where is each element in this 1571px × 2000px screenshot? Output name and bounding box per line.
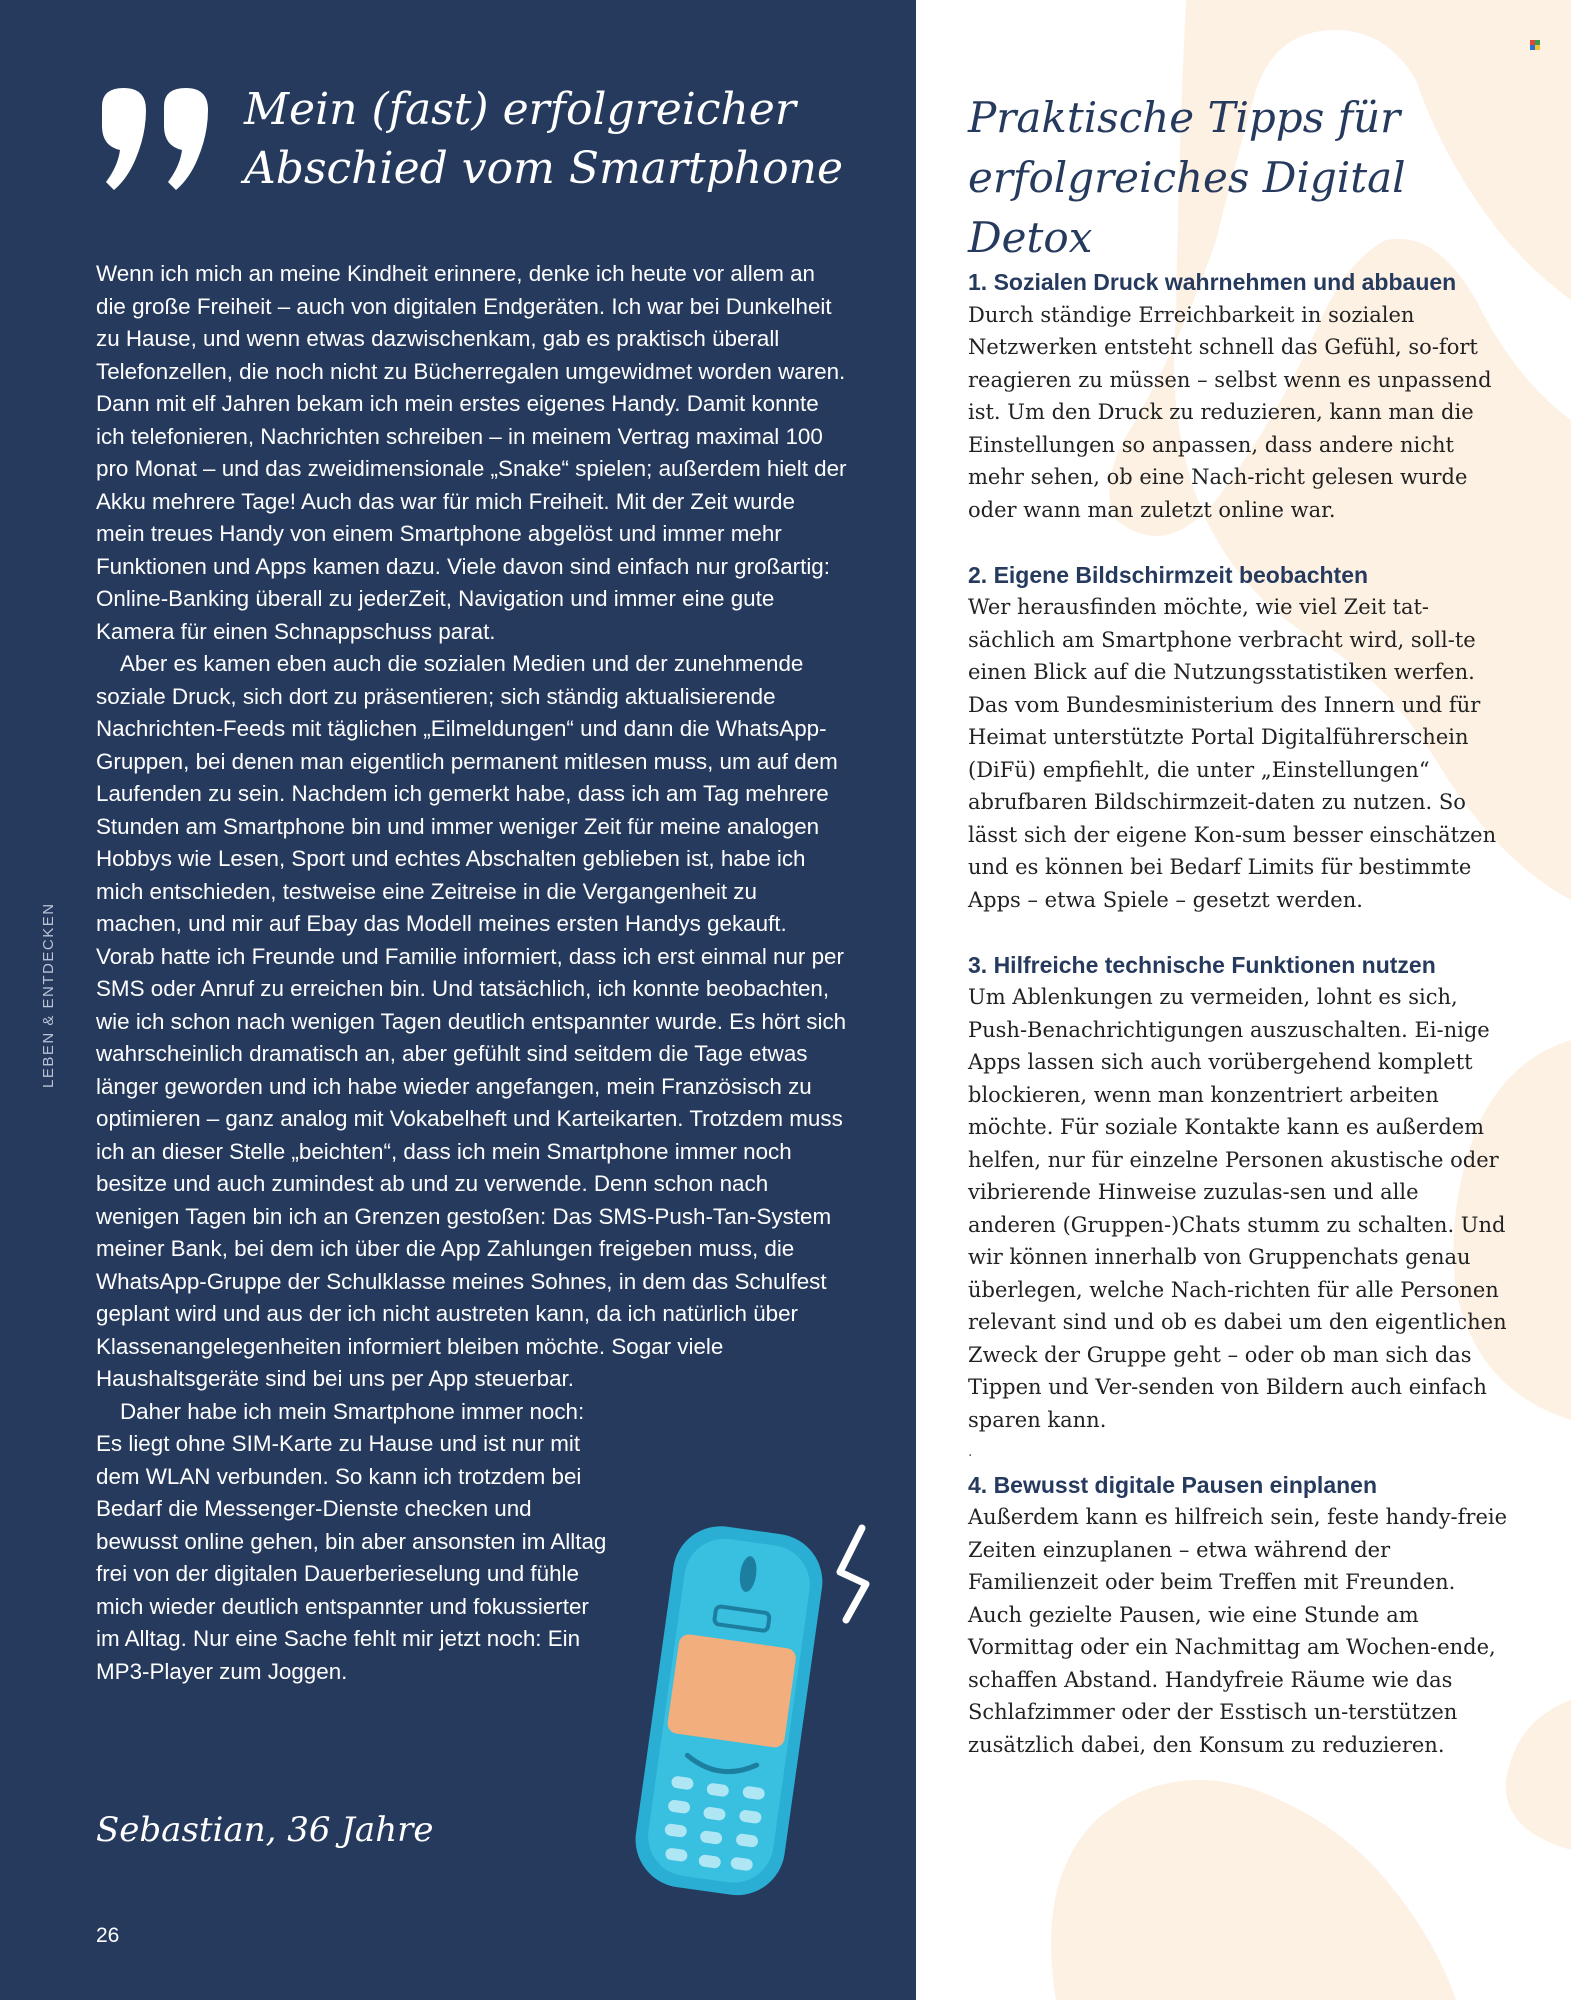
tips-title — [968, 88, 1528, 268]
story-paragraph-3: Daher habe ich mein Smartphone immer noch: Es liegt ohne SIM-Karte zu Hause und ist nur mit dem WLAN verbunden. So kann ich trotzdem bei Bedarf die Messenger-Dienste checken und bewusst online gehen, bin aber ansonsten im Alltag frei von der digitalen Dauerberieselung und fühle mich wieder deutlich entspannter und fokussierter im Alltag. Nur eine Sache fehlt mir jetzt noch: Ein MP3-Player zum Joggen. — [96, 1398, 607, 1684]
left-title-line2: Abschied vom Smartphone — [244, 143, 844, 194]
tip-item — [968, 1469, 1513, 1762]
section-label-text: LEBEN & ENTDECKEN — [40, 902, 57, 1088]
corner-mark-icon — [1530, 40, 1540, 50]
page-number: 26 — [96, 1924, 120, 1947]
tip-item — [968, 559, 1513, 917]
story-body — [96, 258, 848, 1688]
tip-item — [968, 266, 1513, 526]
story-paragraph-2: Aber es kamen eben auch die sozialen Medien und der zunehmende soziale Druck, sich dort zu präsentieren; sich ständig aktualisierende Nachrichten-Feeds mit täglichen „Eilmeldungen“ und dann die WhatsApp-Gruppen, bei denen man eigentlich permanent mitlesen muss, um auf dem Laufenden zu sein. Nachdem ich gemerkt habe, dass ich am Tag mehrere Stunden am Smartphone bin und immer weniger Zeit für meine analogen Hobbys wie Lesen, Sport und echtes Abschalten geblieben ist, habe ich mich entschieden, testweise eine Zeitreise in die Vergangenheit zu machen, und mir auf Ebay das Modell meines ersten Handys gekauft. Vorab hatte ich Freunde und Familie informiert, dass ich erst einmal nur per SMS oder Anruf zu erreichen bin. Und tatsächlich, ich konnte beobachten, wie ich schon nach wenigen Tagen deutlich entspannter wurde. Es hört sich wahrscheinlich dramatisch an, aber gefühlt sind seitdem die Tage etwas länger geworden und ich habe wieder angefangen, mein Französisch zu optimieren – ganz analog mit Vokabelheft und Karteikarten. Trotzdem muss ich an dieser Stelle „beichten“, dass ich mein Smartphone immer noch besitze und auch zumindest ab und zu verwende. Denn schon nach wenigen Tagen bin ich an Grenzen gestoßen: Das SMS-Push-Tan-System meiner Bank, bei dem ich über die App Zahlungen freigeben muss, die WhatsApp-Gruppe der Schulklasse meines Sohnes, in dem das Schulfest geplant wird und aus der ich nicht austreten kann, da ich natürlich über Klassenangelegenheiten informiert bleiben möchte. Sogar viele Haushaltsgeräte sind bei uns per App steuerbar. — [96, 651, 847, 1391]
tip-item — [968, 949, 1513, 1469]
tip-heading: 3. Hilfreiche technische Funktionen nutzen — [968, 951, 1436, 978]
tip-heading: 2. Eigene Bildschirmzeit beobachten — [968, 561, 1369, 588]
story-signature: Sebastian, 36 Jahre — [96, 1810, 434, 1850]
left-title — [244, 80, 864, 198]
tips-list — [968, 266, 1513, 1761]
tip-body: Außerdem kann es hilfreich sein, feste handy-freie Zeiten einzuplanen – etwa während der Familienzeit oder beim Treffen mit Freunden. Auch gezielte Pausen, wie eine Stunde am Vormittag oder ein Nachmittag am Wochen-ende, schaffen Abstand. Handyfreie Räume wie das Schlafzimmer oder der Esstisch un-terstützen zusätzlich dabei, den Konsum zu reduzieren. — [968, 1505, 1508, 1757]
left-title-line1: Mein (fast) erfolgreicher — [244, 84, 796, 135]
tip-body: Um Ablenkungen zu vermeiden, lohnt es sich, Push-Benachrichtigungen auszuschalten. Ei-nige Apps lassen sich auch vorübergehend komplett blockieren, wenn man konzentriert arbeiten möchte. Für soziale Kontakte kann es außerdem helfen, nur für einzelne Personen akustische oder vibrierende Hinweise zuzulas-sen und alle anderen (Gruppen-)Chats stumm zu schalten. Und wir können innerhalb von Gruppenchats genau überlegen, welche Nach-richten für alle Personen relevant sind und ob es dabei um den eigentlichen Zweck der Gruppe geht – oder ob man sich das Tippen und Ver-senden von Bildern auch einfach sparen kann. — [968, 985, 1507, 1432]
stray-dot: . — [968, 1444, 973, 1460]
quote-icon — [92, 86, 222, 196]
zigzag-icon — [832, 1524, 876, 1624]
tip-heading: 4. Bewusst digitale Pausen einplanen — [968, 1471, 1378, 1498]
tip-body: Wer herausfinden möchte, wie viel Zeit tat-sächlich am Smartphone verbracht wird, soll-te einen Blick auf die Nutzungsstatistiken werfen. Das vom Bundesministerium des Innern und für Heimat unterstützte Portal Digitalführerschein (DiFü) empfiehlt, die unter „Einstellungen“ abrufbaren Bildschirmzeit-daten zu nutzen. So lässt sich der eigene Kon-sum besser einschätzen und es können bei Bedarf Limits für bestimmte Apps – etwa Spiele – gesetzt werden. — [968, 595, 1497, 912]
right-column — [916, 0, 1571, 2000]
tips-title-line1: Praktische Tipps für — [968, 93, 1401, 142]
story-paragraph-1: Wenn ich mich an meine Kindheit erinnere, denke ich heute vor allem an die große Freiheit – auch von digitalen Endgeräten. Ich war bei Dunkelheit zu Hause, und wenn etwas dazwischenkam, gab es praktisch überall Telefonzellen, die noch nicht zu Bücherregalen umgewidmet worden waren. Dann mit elf Jahren bekam ich mein erstes eigenes Handy. Damit konnte ich telefonieren, Nachrichten schreiben – in meinem Vertrag maximal 100 pro Monat – und das zweidimensionale „Snake“ spielen; außerdem hielt der Akku mehrere Tage! Auch das war für mich Freiheit. Mit der Zeit wurde mein treues Handy von einem Smartphone abgelöst und immer mehr Funktionen und Apps kamen dazu. Viele davon sind einfach nur großartig: Online-Banking überall zu jederZeit, Navigation und immer eine gute Kamera für einen Schnappschuss parat. — [96, 261, 847, 644]
tips-title-line2: erfolgreiches Digital Detox — [968, 153, 1406, 262]
tip-heading: 1. Sozialen Druck wahrnehmen und abbauen — [968, 269, 1457, 295]
tip-body: Durch ständige Erreichbarkeit in sozialen Netzwerken entsteht schnell das Gefühl, so-fort reagieren zu müssen – selbst wenn es unpassend ist. Um den Druck zu reduzieren, kann man die Einstellungen so anpassen, dass andere nicht mehr sehen, ob eine Nach-richt gelesen wurde oder wann man zuletzt online war. — [968, 302, 1492, 522]
mobile-phone-illustration — [624, 1520, 824, 1900]
